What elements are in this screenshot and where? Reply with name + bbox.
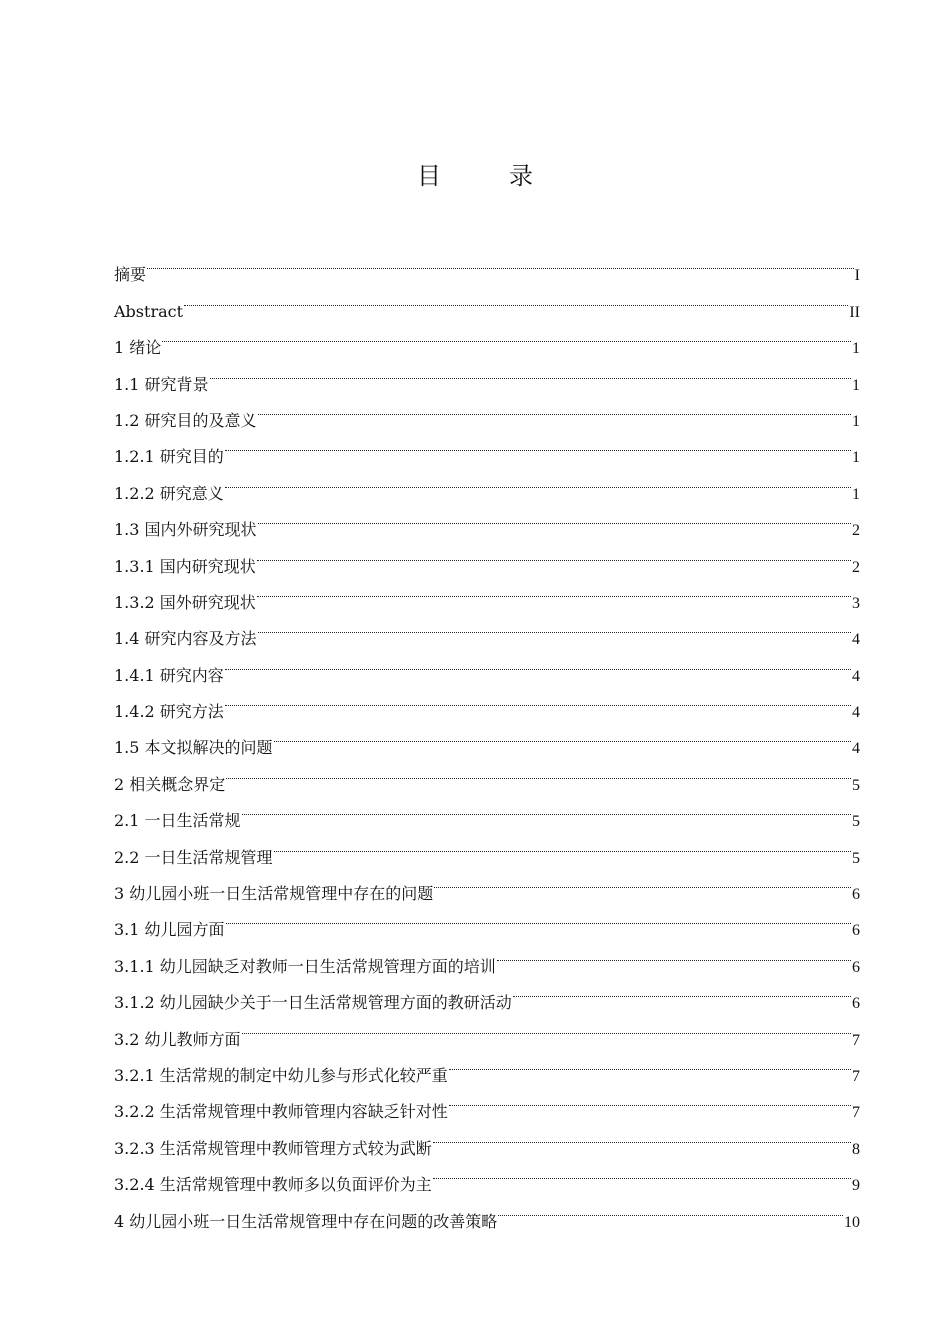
- toc-entry-page: 7: [852, 1104, 860, 1122]
- toc-entry-page: 1: [852, 449, 860, 467]
- toc-entry-label: 2 相关概念界定: [114, 774, 226, 794]
- toc-leader-dots: [274, 826, 851, 862]
- toc-entry-label: 1.3.1 国内研究现状: [114, 556, 256, 576]
- toc-entry-page: 6: [852, 958, 860, 976]
- toc-entry[interactable]: [114, 317, 860, 358]
- toc-entry-page: 9: [852, 1177, 860, 1195]
- toc-entry-label: 1.5 本文拟解决的问题: [114, 738, 273, 758]
- toc-leader-dots: [258, 499, 851, 535]
- toc-entry[interactable]: [114, 244, 860, 285]
- toc-entry-label: 1.2 研究目的及意义: [114, 410, 257, 430]
- toc-entry-page: 4: [852, 667, 860, 685]
- toc-entry-label: 1.3.2 国外研究现状: [114, 592, 256, 612]
- toc-entry-label: Abstract: [114, 301, 184, 321]
- toc-entry-label: 1.2.1 研究目的: [114, 447, 224, 467]
- toc-entry[interactable]: [114, 935, 860, 976]
- toc-entry-label: 摘要: [114, 265, 147, 285]
- toc-title: 目 录: [417, 162, 555, 190]
- toc-entry-label: 2.1 一日生活常规: [114, 811, 241, 831]
- toc-leader-dots: [434, 863, 851, 899]
- toc-entry-page: 5: [852, 849, 860, 867]
- toc-entry-label: 3.2.4 生活常规管理中教师多以负面评价为主: [114, 1175, 432, 1195]
- toc-entry-label: 1.4.2 研究方法: [114, 702, 224, 722]
- toc-leader-dots: [513, 972, 851, 1008]
- toc-entry-label: 1.1 研究背景: [114, 374, 209, 394]
- toc-entry-page: 1: [852, 376, 860, 394]
- toc-entry-page: 1: [852, 340, 860, 358]
- toc-entry-label: 3.2.2 生活常规管理中教师管理内容缺乏针对性: [114, 1102, 448, 1122]
- toc-list: [114, 244, 860, 1231]
- toc-entry-page: 1: [852, 485, 860, 503]
- toc-entry-label: 3.2.3 生活常规管理中教师管理方式较为武断: [114, 1138, 432, 1158]
- toc-entry-page: 5: [852, 776, 860, 794]
- toc-entry[interactable]: [114, 681, 860, 722]
- toc-leader-dots: [225, 644, 851, 680]
- toc-leader-dots: [449, 1045, 851, 1081]
- toc-entry-label: 4 幼儿园小班一日生活常规管理中存在问题的改善策略: [114, 1211, 498, 1231]
- toc-entry[interactable]: [114, 899, 860, 940]
- toc-leader-dots: [242, 790, 851, 826]
- toc-leader-dots: [225, 462, 851, 498]
- toc-entry-page: 4: [852, 740, 860, 758]
- toc-entry-label: 1.3 国内外研究现状: [114, 520, 257, 540]
- toc-leader-dots: [258, 390, 851, 426]
- toc-leader-dots: [433, 1117, 851, 1153]
- toc-leader-dots: [257, 535, 851, 571]
- toc-entry-label: 3.1.1 幼儿园缺乏对教师一日生活常规管理方面的培训: [114, 956, 496, 976]
- toc-entry[interactable]: [114, 462, 860, 503]
- toc-entry[interactable]: [114, 499, 860, 540]
- toc-entry-page: 4: [852, 631, 860, 649]
- toc-entry[interactable]: [114, 790, 860, 831]
- toc-leader-dots: [184, 280, 848, 316]
- toc-entry-label: 3.2 幼儿教师方面: [114, 1029, 241, 1049]
- toc-entry-page: 2: [852, 522, 860, 540]
- toc-entry-page: I: [854, 267, 860, 285]
- toc-entry[interactable]: [114, 644, 860, 685]
- toc-entry-label: 3.2.1 生活常规的制定中幼儿参与形式化较严重: [114, 1065, 448, 1085]
- toc-leader-dots: [162, 317, 851, 353]
- toc-entry-page: 2: [852, 558, 860, 576]
- toc-leader-dots: [147, 244, 854, 280]
- toc-entry-page: 3: [852, 594, 860, 612]
- toc-entry-page: 8: [852, 1140, 860, 1158]
- toc-entry-label: 1.2.2 研究意义: [114, 483, 224, 503]
- toc-entry-page: 6: [852, 995, 860, 1013]
- toc-leader-dots: [225, 681, 851, 717]
- toc-entry-label: 1.4.1 研究内容: [114, 665, 224, 685]
- toc-entry-page: 7: [852, 1067, 860, 1085]
- toc-leader-dots: [258, 608, 851, 644]
- toc-entry[interactable]: [114, 353, 860, 394]
- toc-leader-dots: [497, 935, 851, 971]
- toc-entry-page: 4: [852, 704, 860, 722]
- toc-leader-dots: [498, 1190, 843, 1226]
- toc-entry[interactable]: [114, 426, 860, 467]
- toc-entry-page: II: [849, 303, 860, 321]
- toc-entry-label: 2.2 一日生活常规管理: [114, 847, 273, 867]
- toc-leader-dots: [433, 1154, 851, 1190]
- toc-entry-label: 3 幼儿园小班一日生活常规管理中存在的问题: [114, 884, 434, 904]
- toc-leader-dots: [449, 1081, 851, 1117]
- toc-entry-page: 7: [852, 1031, 860, 1049]
- toc-entry[interactable]: [114, 390, 860, 430]
- toc-entry-page: 5: [852, 813, 860, 831]
- toc-entry-label: 1 绪论: [114, 338, 162, 358]
- toc-entry[interactable]: [114, 753, 860, 794]
- toc-leader-dots: [257, 572, 851, 608]
- toc-entry-page: 6: [852, 886, 860, 904]
- toc-entry-label: 3.1.2 幼儿园缺少关于一日生活常规管理方面的教研活动: [114, 993, 512, 1013]
- toc-leader-dots: [226, 753, 851, 789]
- toc-leader-dots: [225, 426, 851, 462]
- toc-entry-label: 3.1 幼儿园方面: [114, 920, 225, 940]
- toc-entry-label: 1.4 研究内容及方法: [114, 629, 257, 649]
- toc-entry-page: 10: [844, 1213, 860, 1231]
- toc-leader-dots: [226, 899, 851, 935]
- toc-leader-dots: [210, 353, 851, 389]
- toc-entry[interactable]: [114, 717, 860, 758]
- toc-leader-dots: [242, 1008, 851, 1044]
- toc-entry-page: 1: [852, 412, 860, 430]
- toc-leader-dots: [274, 717, 851, 753]
- toc-entry-page: 6: [852, 922, 860, 940]
- toc-entry[interactable]: [114, 280, 860, 321]
